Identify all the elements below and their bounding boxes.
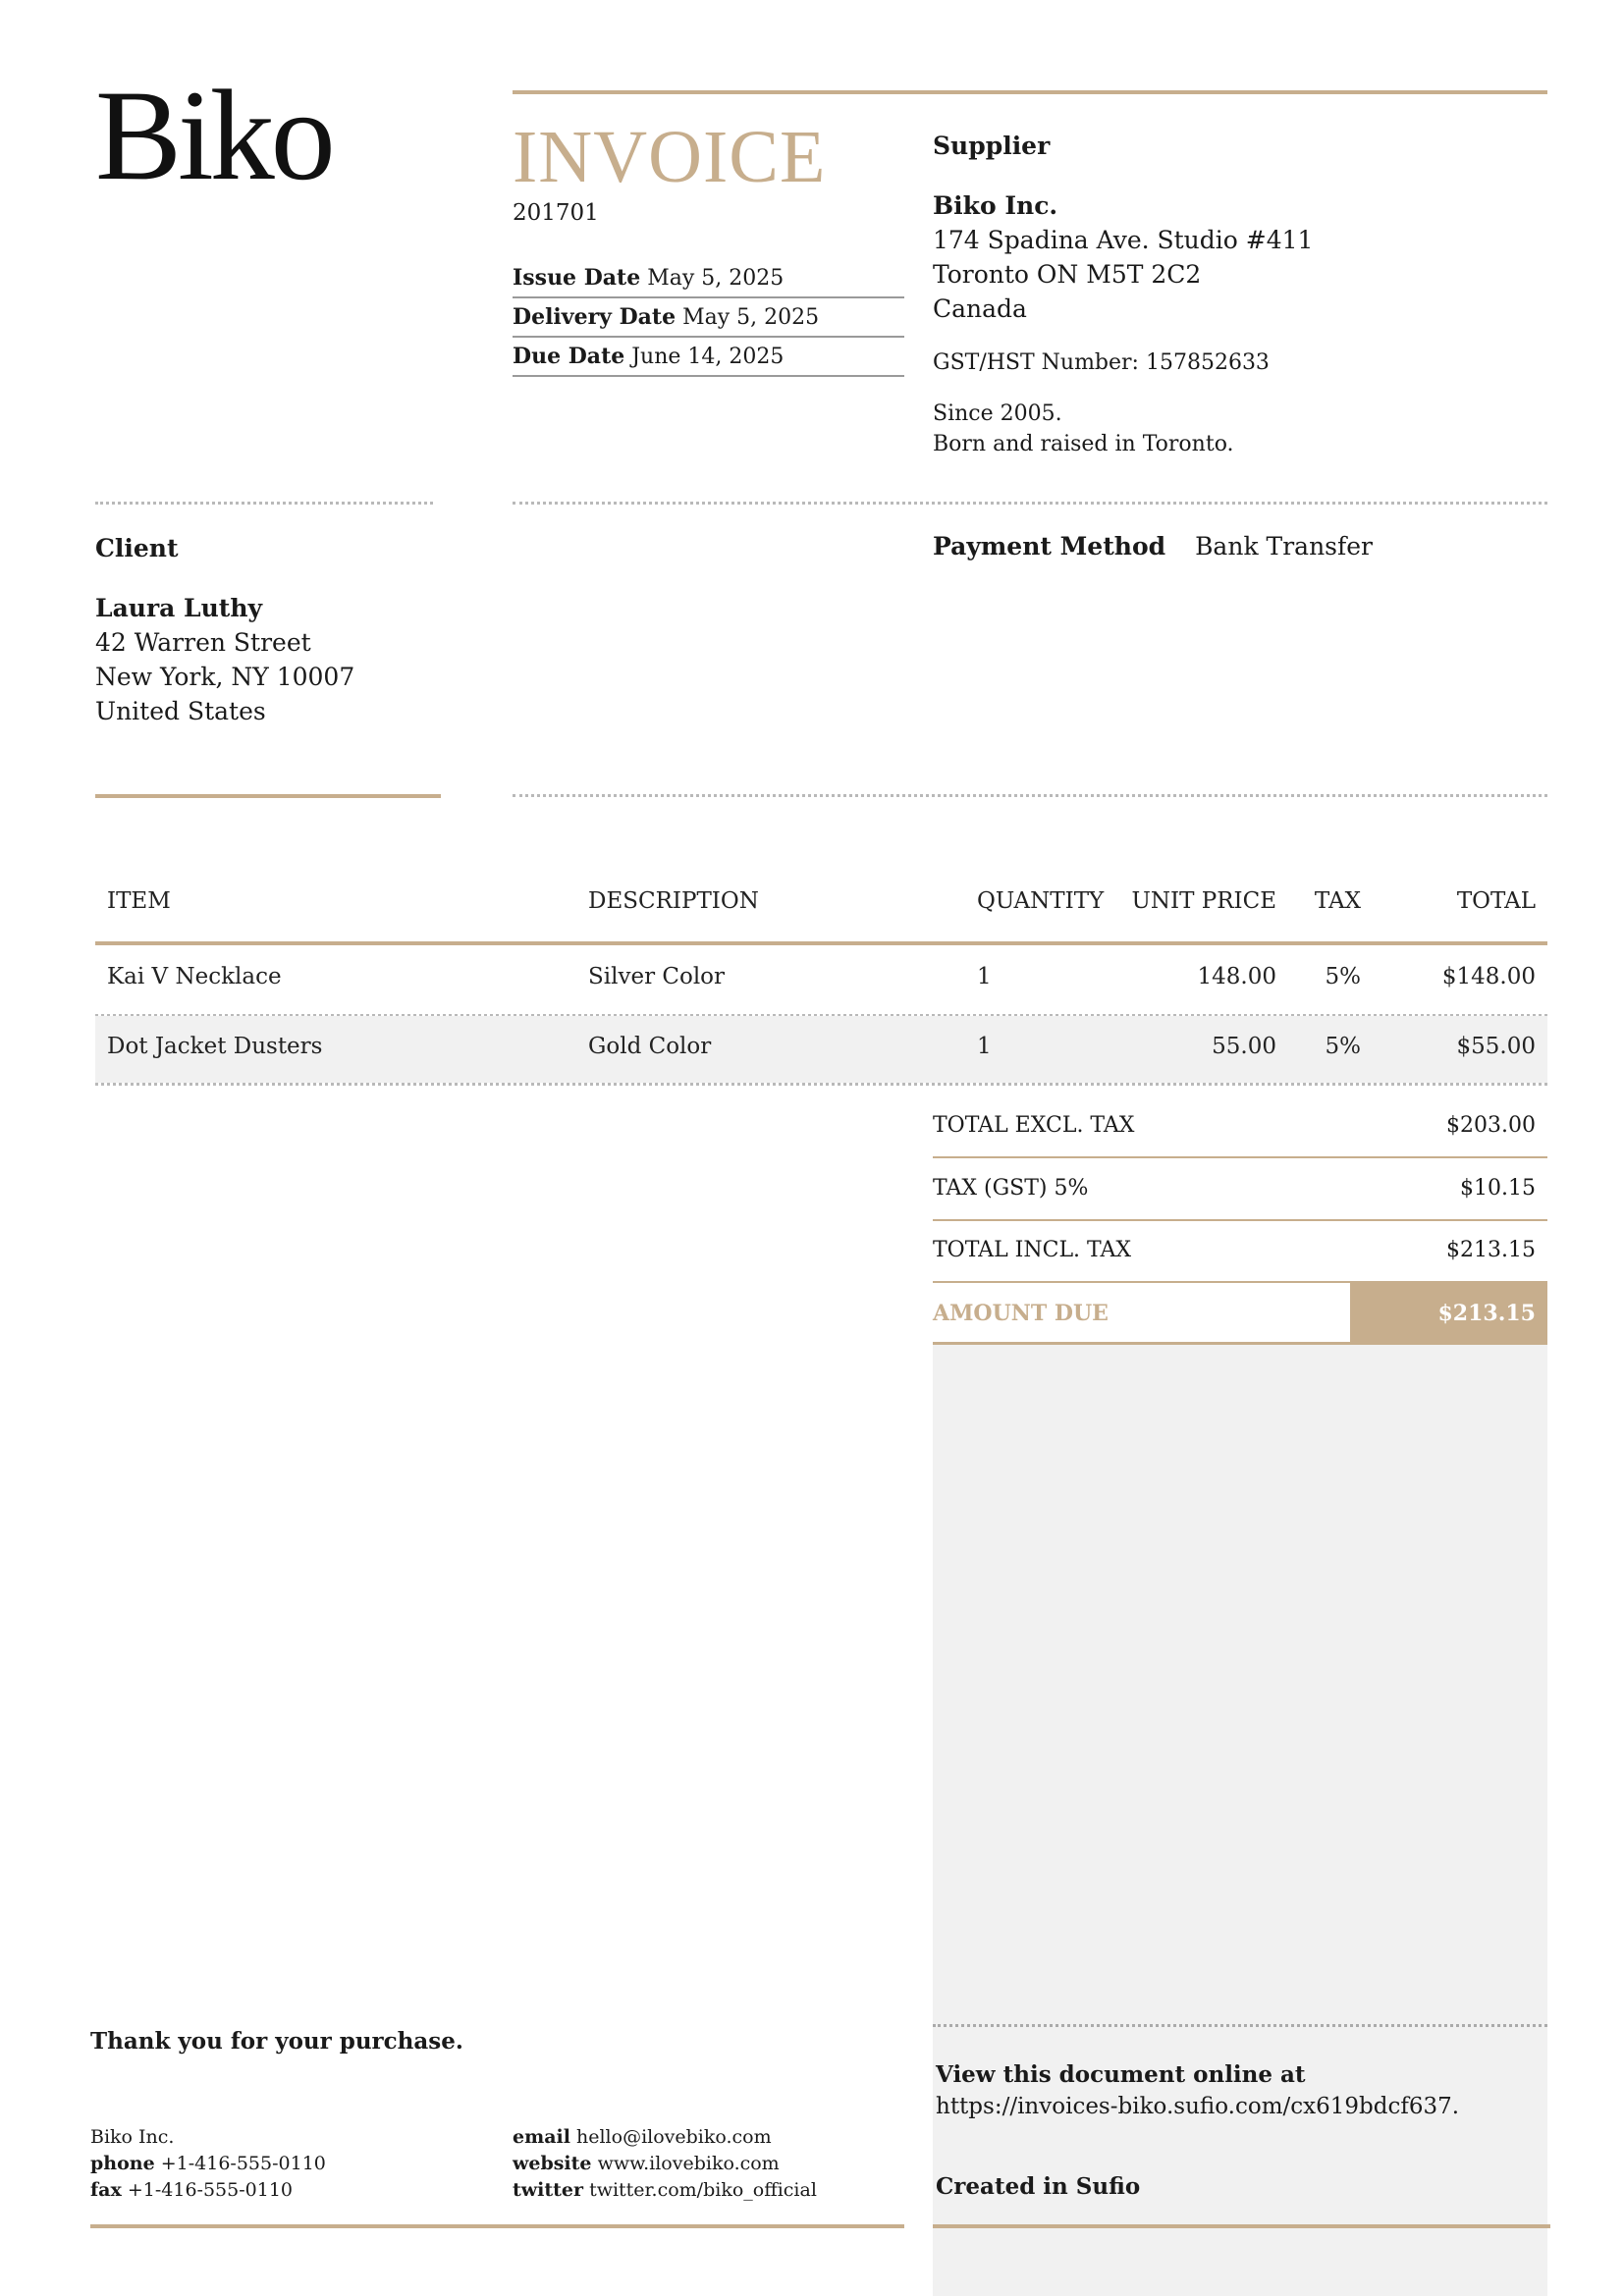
- phone-value: +1-416-555-0110: [160, 2153, 326, 2174]
- payment-method-value: Bank Transfer: [1195, 532, 1373, 561]
- row-1-quantity: 1: [977, 964, 992, 989]
- issue-date-value: May 5, 2025: [647, 266, 785, 291]
- delivery-date-value: May 5, 2025: [682, 305, 820, 330]
- supplier-tagline-1: Since 2005.: [933, 401, 1062, 426]
- amount-due-value: $213.15: [1437, 1301, 1536, 1326]
- client-address-line-2: New York, NY 10007: [95, 663, 355, 691]
- due-date-row: [513, 338, 904, 377]
- company-logo: Biko: [95, 63, 332, 207]
- footer-twitter: [513, 2177, 817, 2204]
- footer-fax: [90, 2177, 293, 2204]
- thank-you-message: Thank you for your purchase.: [90, 2028, 463, 2055]
- row-2-quantity: 1: [977, 1034, 992, 1059]
- online-panel-separator: [933, 2024, 1547, 2027]
- row-separator: [95, 1083, 1547, 1086]
- total-incl-tax-label: TOTAL INCL. TAX: [933, 1238, 1132, 1262]
- email-value[interactable]: hello@ilovebiko.com: [576, 2126, 772, 2148]
- tax-row: [933, 1158, 1547, 1219]
- due-date-value: June 14, 2025: [631, 345, 785, 369]
- col-header-unit-price: UNIT PRICE: [1131, 888, 1276, 914]
- issue-date-label: Issue Date: [513, 265, 641, 291]
- total-excl-tax-label: TOTAL EXCL. TAX: [933, 1113, 1135, 1138]
- row-1-total: $148.00: [1441, 964, 1536, 989]
- delivery-date-row: [513, 298, 904, 338]
- row-2-unit-price: 55.00: [1212, 1034, 1276, 1059]
- created-in-sufio: Created in Sufio: [936, 2173, 1141, 2200]
- client-address-line-3: United States: [95, 697, 266, 725]
- amount-due-label: AMOUNT DUE: [933, 1301, 1109, 1326]
- total-excl-tax-row: [933, 1095, 1547, 1156]
- row-2-total: $55.00: [1456, 1034, 1536, 1059]
- fax-label: fax: [90, 2179, 122, 2201]
- row-2-item: Dot Jacket Dusters: [107, 1034, 323, 1059]
- total-excl-tax-value: $203.00: [1446, 1113, 1536, 1138]
- tax-label: TAX (GST) 5%: [933, 1176, 1089, 1201]
- supplier-address-line-1: 174 Spadina Ave. Studio #411: [933, 226, 1314, 254]
- invoice-title: INVOICE: [513, 116, 827, 198]
- separator-right-top: [513, 502, 1547, 505]
- issue-date-row: [513, 259, 904, 298]
- separator-right-bottom: [513, 794, 1547, 797]
- row-2-description: Gold Color: [588, 1034, 712, 1059]
- row-2-tax: 5%: [1325, 1034, 1361, 1059]
- footer-website: [513, 2151, 780, 2177]
- col-header-item: ITEM: [107, 888, 171, 914]
- row-1-tax: 5%: [1325, 964, 1361, 989]
- col-header-total: TOTAL: [1456, 888, 1536, 914]
- email-label: email: [513, 2126, 570, 2148]
- total-incl-tax-row: [933, 1220, 1547, 1281]
- website-value[interactable]: www.ilovebiko.com: [597, 2153, 780, 2174]
- supplier-heading: Supplier: [933, 132, 1051, 160]
- twitter-label: twitter: [513, 2179, 584, 2201]
- client-name: Laura Luthy: [95, 594, 263, 622]
- separator-left-top: [95, 502, 433, 505]
- client-bottom-rule: [95, 794, 441, 798]
- due-date-label: Due Date: [513, 344, 625, 369]
- delivery-date-label: Delivery Date: [513, 304, 677, 330]
- header-rule: [513, 90, 1547, 94]
- footer-email: [513, 2124, 772, 2151]
- phone-label: phone: [90, 2153, 155, 2174]
- payment-method-label: Payment Method: [933, 532, 1166, 561]
- client-heading: Client: [95, 534, 179, 562]
- footer-phone: [90, 2151, 326, 2177]
- online-panel: [933, 1345, 1547, 2296]
- total-incl-tax-value: $213.15: [1446, 1238, 1536, 1262]
- website-label: website: [513, 2153, 592, 2174]
- col-header-quantity: QUANTITY: [977, 888, 1105, 914]
- panel-bottom-rule: [933, 2224, 1550, 2228]
- invoice-number: 201701: [513, 200, 599, 226]
- tax-value: $10.15: [1460, 1176, 1536, 1201]
- payment-method: [933, 529, 1373, 563]
- supplier-address-line-3: Canada: [933, 294, 1027, 323]
- online-url[interactable]: https://invoices-biko.sufio.com/cx619bdcf637.: [936, 2094, 1460, 2119]
- client-address-line-1: 42 Warren Street: [95, 628, 311, 657]
- col-header-tax: TAX: [1314, 888, 1361, 914]
- footer-rule: [90, 2224, 904, 2228]
- row-1-unit-price: 148.00: [1197, 964, 1276, 989]
- supplier-name: Biko Inc.: [933, 191, 1058, 220]
- row-1-description: Silver Color: [588, 964, 726, 989]
- twitter-value[interactable]: twitter.com/biko_official: [589, 2179, 817, 2201]
- col-header-description: DESCRIPTION: [588, 888, 759, 914]
- footer-company: Biko Inc.: [90, 2126, 175, 2148]
- online-heading: View this document online at: [936, 2061, 1306, 2088]
- fax-value: +1-416-555-0110: [127, 2179, 294, 2201]
- table-header-rule: [95, 941, 1547, 945]
- supplier-tagline-2: Born and raised in Toronto.: [933, 432, 1234, 456]
- supplier-tax-number: GST/HST Number: 157852633: [933, 350, 1270, 375]
- supplier-address-line-2: Toronto ON M5T 2C2: [933, 260, 1202, 289]
- row-1-item: Kai V Necklace: [107, 964, 282, 989]
